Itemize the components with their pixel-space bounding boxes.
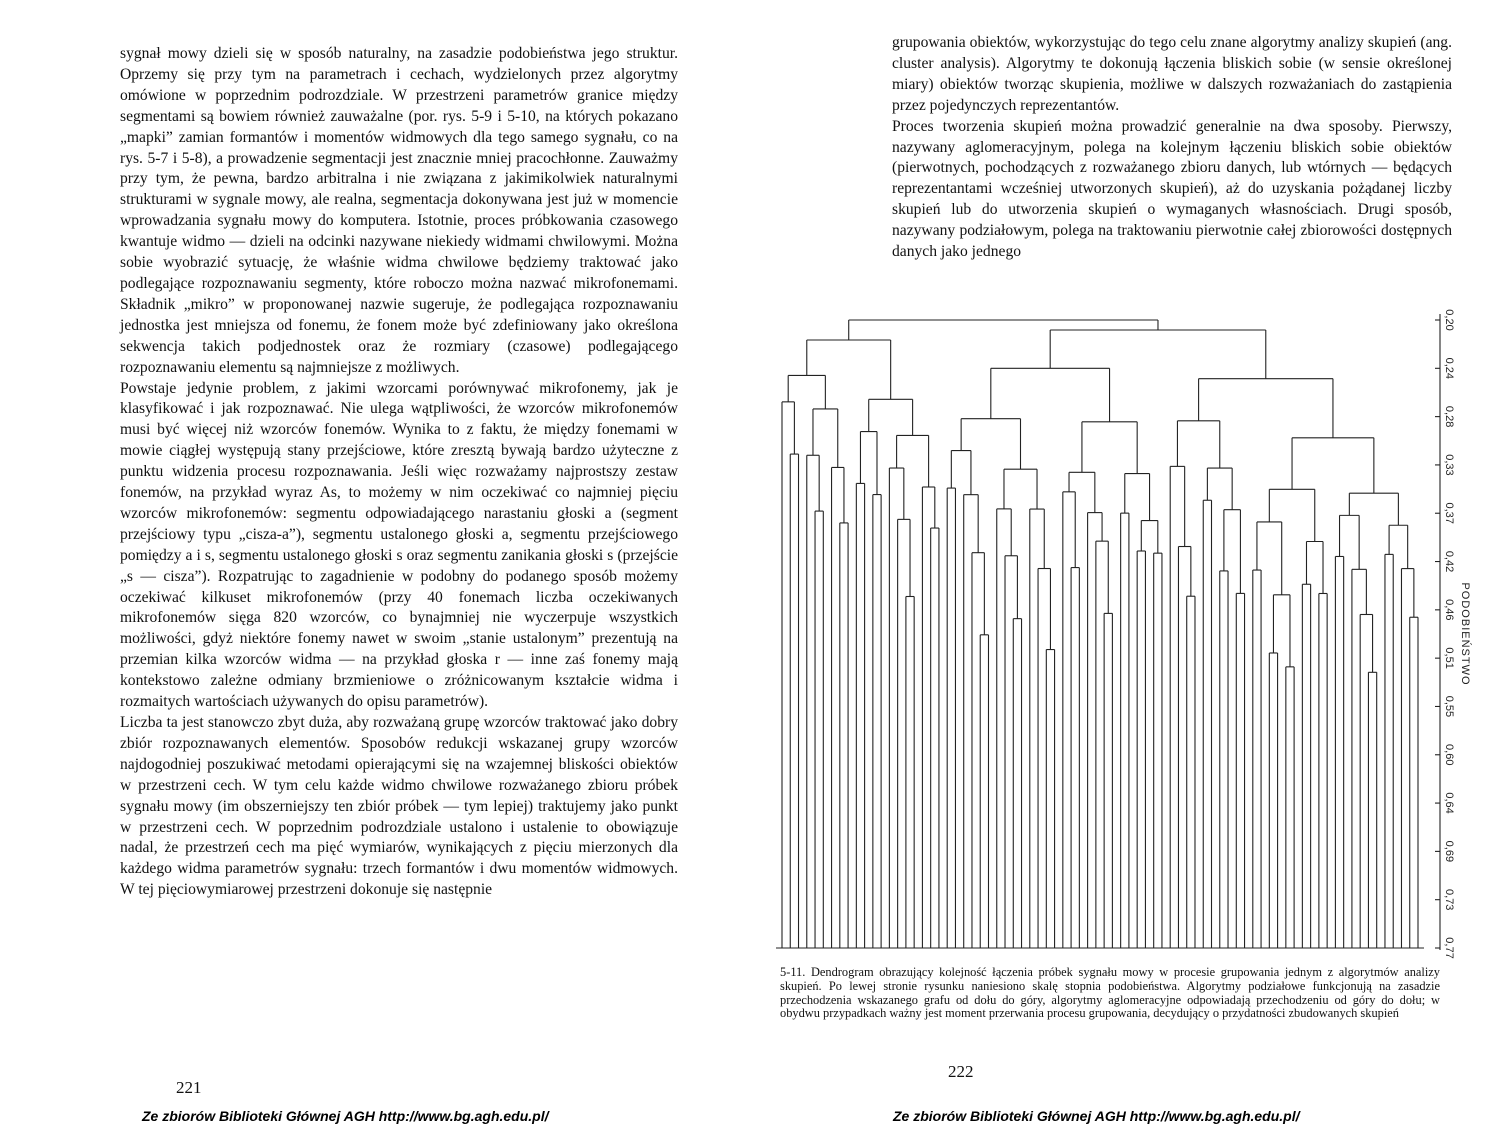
similarity-tick-label: 0,69 (1443, 840, 1455, 863)
similarity-tick-label: 0,60 (1443, 744, 1455, 766)
similarity-tick-label: 0,42 (1443, 550, 1455, 573)
similarity-tick-label: 0,77 (1443, 937, 1455, 959)
similarity-tick-label: 0,55 (1443, 695, 1455, 718)
similarity-axis-label: PODOBIEŃSTWO (1459, 582, 1471, 686)
left-body-text (120, 44, 678, 901)
dendrogram-figure (750, 300, 1500, 970)
right-body-text (892, 33, 1452, 263)
paragraph: Liczba ta jest stanowczo zbyt duża, aby rozważaną grupę wzorców traktować jako dobry zbiór rozpoznawanych elementów. Sposobów redukcji wskazanej grupy wzorców najdogodniej poszukiwać metodami opierającymi się na wzajemnej bliskości obiektów w przestrzeni cech. W tym celu każde widmo chwilowe rozważanego zbioru próbek sygnału mowy (im obszerniejszy ten zbiór próbek — tym lepiej) traktujemy jako punkt w przestrzeni cech. W poprzednim podrozdziale ustalono i ustalenie to obowiązuje nadal, że przestrzeń cech ma pięć wymiarów, wynikających z pięciu mierzonych dla każdego widma parametrów sygnału: trzech formantów i dwu momentów widmowych. W tej pięciowymiarowej przestrzeni dokonuje się następnie (120, 714, 678, 899)
right-page (750, 0, 1500, 1131)
paragraph: sygnał mowy dzieli się w sposób naturalny, na zasadzie podobieństwa jego struktur. Oprzemy się przy tym na parametrach i cechach, wydzielonych przez algorytmy omówione w poprzednim podrozdziale. W przestrzeni parametrów granice między segmentami są bowiem również zauważalne (por. rys. 5-9 i 5-10, na których pokazano „mapki” zamian formantów i momentów widmowych dla tego samego sygnału, co na rys. 5-7 i 5-8), a prowadzenie segmentacji jest znacznie mniej pracochłonne. Zauważmy przy tym, że pewna, bardzo arbitralna i nie związana z jakimikolwiek naturalnymi strukturami w sygnale mowy, ale realna, segmentacja dokonywana jest już w momencie wprowadzania sygnału mowy do komputera. Istotnie, proces próbkowania czasowego kwantuje widmo — dzieli na odcinki nazywane niekiedy widmami chwilowymi. Można sobie wyobrazić sytuację, że właśnie widma chwilowe będziemy traktować jako podlegające rozpoznawaniu segmenty, które roboczo można nazwać mikrofonemami. Składnik „mikro” w proponowanej nazwie sugeruje, że podlegająca rozpoznawaniu jednostka jest mniejsza od fonemu, że fonem może być zdefiniowany jako określona sekwencja takich podjednostek oraz że rozmiary (czasowe) podlegającego rozpoznawaniu elementu są najmniejsze z możliwych. (120, 45, 678, 376)
library-footer: Ze zbiorów Biblioteki Głównej AGH http://www.bg.agh.edu.pl/ (142, 1108, 549, 1124)
similarity-tick-label: 0,46 (1443, 599, 1455, 621)
similarity-tick-label: 0,73 (1443, 888, 1455, 911)
similarity-tick-label: 0,37 (1443, 502, 1455, 524)
figure-caption: 5-11. Dendrogram obrazujący kolejność łączenia próbek sygnału mowy w procesie grupowania jednym z algorytmów analizy skupień. Po lewej stronie rysunku naniesiono skalę stopnia podobieństwa. Algorytmy podziałowe funkcjonują na zasadzie przechodzenia wskazanego grafu od dołu do góry, algorytmy aglomeracyjne odpowiadają przechodzeniu od góry do dołu; w obydwu przypadkach ważny jest moment przerwania procesu grupowania, decydujący o przydatności zbudowanych skupień (780, 965, 1440, 1021)
similarity-tick-label: 0,24 (1443, 357, 1455, 380)
library-footer: Ze zbiorów Biblioteki Głównej AGH http://www.bg.agh.edu.pl/ (893, 1108, 1300, 1124)
paragraph: grupowania obiektów, wykorzystując do tego celu znane algorytmy analizy skupień (ang. cluster analysis). Algorytmy te dokonują łączenia bliskich sobie (w sensie określonej miary) obiektów tworząc skupienia, możliwe w dalszych rozważaniach do zastąpienia przez pojedynczych reprezentantów. (892, 34, 1452, 114)
similarity-tick-label: 0,20 (1443, 309, 1455, 331)
similarity-tick-label: 0,33 (1443, 454, 1455, 476)
dendrogram-chart (750, 300, 1500, 970)
similarity-tick-label: 0,64 (1443, 792, 1455, 814)
page-number: 221 (176, 1078, 202, 1097)
page-number: 222 (948, 1062, 974, 1081)
paragraph: Proces tworzenia skupień można prowadzić generalnie na dwa sposoby. Pierwszy, nazywany aglomeracyjnym, polega na kolejnym łączeniu bliskich sobie obiektów (pierwotnych, pochodzących z rozważanego zbioru danych, lub wtórnych — będących reprezentantami wcześniej utworzonych skupień), aż do uzyskania pożądanej liczby skupień lub do utworzenia skupień o wymaganych własnościach. Drugi sposób, nazywany podziałowym, polega na traktowaniu pierwotnie całej zbiorowości dostępnych danych jako jednego (892, 117, 1452, 261)
similarity-tick-label: 0,51 (1443, 647, 1455, 669)
paragraph: Powstaje jedynie problem, z jakimi wzorcami porównywać mikrofonemy, jak je klasyfikować i jak rozpoznawać. Nie ulega wątpliwości, że wzorców mikrofonemów musi być więcej niż wzorców fonemów. Wynika to z faktu, że między fonemami w mowie ciągłej występują stany przejściowe, które zresztą bywają bardzo użyteczne z punktu widzenia procesu rozpoznawania. Jeśli więc rozważamy najprostszy zestaw fonemów, na przykład wyraz As, to możemy w nim oczekiwać co najmniej pięciu wzorców mikrofonemów: segmentu odpowiadającego narastaniu głoski a (segment przejściowy typu „cisza-a”), segmentu ustalonego głoski a, segmentu przejściowego pomiędzy a i s, segmentu ustalonego głoski s oraz segmentu zanikania głoski s (przejście „s — cisza”). Rozpatrując to zagadnienie w podobny do podanego sposób możemy oczekiwać kilkuset mikrofonemów (przy 40 fonemach liczba oczekiwanych mikrofonemów sięga 820 wzorców, co bynajmniej nie wyczerpuje wszystkich możliwości, gdyż niektóre fonemy nawet w swoim „stanie ustalonym” prezentują na przemian kilka wzorców widma — na przykład głoska r — inne zaś fonemy mają kontekstowo zależne odmiany brzmieniowe o zróżnicowanym kształcie widma i rozmaitych wartościach używanych do opisu parametrów). (120, 379, 678, 711)
similarity-tick-label: 0,28 (1443, 405, 1455, 428)
